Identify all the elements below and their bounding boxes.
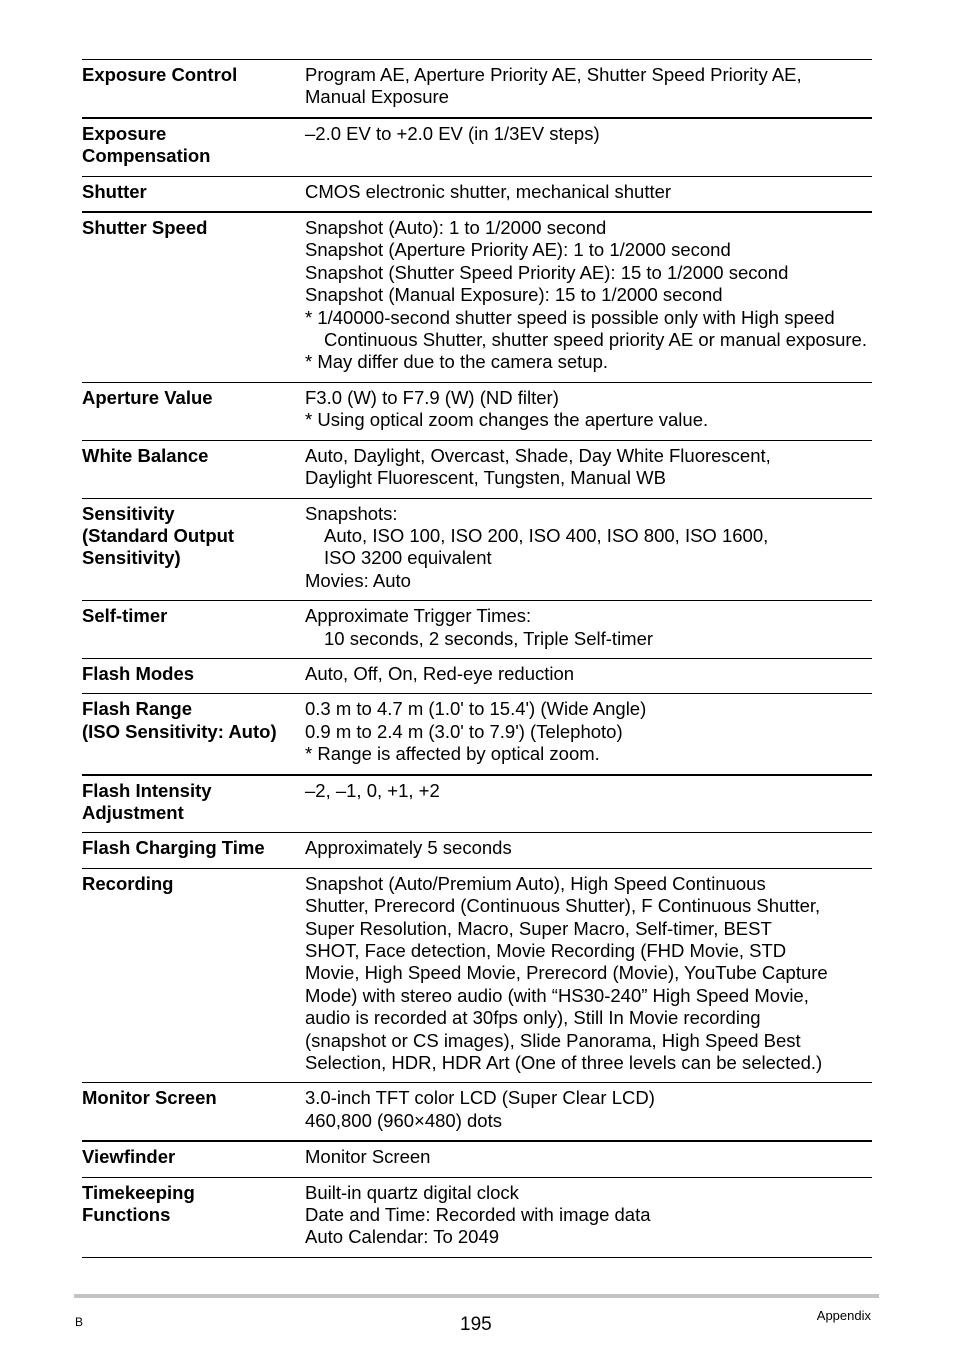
spec-note: * Using optical zoom changes the aperture value. xyxy=(305,409,709,431)
page-number: 195 xyxy=(460,1314,492,1335)
spec-row xyxy=(82,213,872,383)
spec-label: Shutter Speed xyxy=(82,217,208,239)
spec-value-line: Auto, ISO 100, ISO 200, ISO 400, ISO 800, ISO 1600, xyxy=(324,524,769,546)
spec-row xyxy=(82,177,872,213)
spec-label: Exposure Control xyxy=(82,64,238,85)
spec-value-line: Snapshot (Shutter Speed Priority AE): 15 to 1/2000 second xyxy=(305,261,789,283)
spec-label: Exposure Compensation xyxy=(82,122,211,167)
footer-left-mark: B xyxy=(75,1315,84,1329)
spec-value xyxy=(305,663,872,685)
spec-label: Shutter xyxy=(82,180,147,202)
spec-label: Flash Modes xyxy=(82,662,195,684)
spec-value-line: 3.0-inch TFT color LCD (Super Clear LCD) xyxy=(305,1087,655,1109)
spec-value-line: 0.9 m to 2.4 m (3.0' to 7.9') (Telephoto) xyxy=(305,720,623,742)
spec-value-line: 10 seconds, 2 seconds, Triple Self-timer xyxy=(324,627,654,649)
spec-value-line: F3.0 (W) to F7.9 (W) (ND filter) xyxy=(305,386,559,408)
spec-value-line: Movies: Auto xyxy=(305,569,411,591)
spec-value xyxy=(305,873,872,1075)
spec-value-line: –2, –1, 0, +1, +2 xyxy=(305,779,440,801)
spec-value-line: Shutter, Prerecord (Continuous Shutter), F Continuous Shutter, xyxy=(305,895,821,917)
spec-value-line: Date and Time: Recorded with image data xyxy=(305,1204,651,1226)
spec-label: Flash Charging Time xyxy=(82,837,265,859)
spec-label: Flash Intensity Adjustment xyxy=(82,779,212,823)
spec-value-line: Auto, Daylight, Overcast, Shade, Day White Fluorescent, xyxy=(305,444,771,466)
spec-row xyxy=(82,833,872,868)
spec-value xyxy=(305,217,872,374)
spec-value-line: Snapshot (Manual Exposure): 15 to 1/2000 second xyxy=(305,284,723,306)
spec-value xyxy=(305,64,872,109)
spec-value-line: Program AE, Aperture Priority AE, Shutter Speed Priority AE, xyxy=(305,64,802,85)
spec-row xyxy=(82,119,872,177)
spec-value xyxy=(305,698,872,765)
spec-value-line: ISO 3200 equivalent xyxy=(324,547,492,569)
spec-row xyxy=(82,694,872,775)
spec-value-line: Built-in quartz digital clock xyxy=(305,1181,519,1203)
spec-label: White Balance xyxy=(82,444,209,466)
spec-value xyxy=(305,1182,872,1249)
section-name: Appendix xyxy=(816,1308,871,1323)
spec-row xyxy=(82,659,872,694)
spec-value xyxy=(305,1087,872,1132)
spec-table xyxy=(82,59,872,1258)
spec-value-line: Snapshot (Auto/Premium Auto), High Speed Continuous xyxy=(305,872,766,894)
spec-label: Sensitivity (Standard Output Sensitivity) xyxy=(82,502,235,569)
spec-value xyxy=(305,1146,872,1168)
footer-divider xyxy=(74,1294,879,1298)
spec-row xyxy=(82,869,872,1084)
spec-row xyxy=(82,601,872,659)
spec-value-line: Selection, HDR, HDR Art (One of three levels can be selected.) xyxy=(305,1052,823,1074)
spec-row xyxy=(82,383,872,441)
spec-note: * Range is affected by optical zoom. xyxy=(305,743,600,765)
spec-value-line: Manual Exposure xyxy=(305,86,449,108)
spec-value xyxy=(305,181,872,203)
spec-value xyxy=(305,503,872,593)
spec-value xyxy=(305,837,872,859)
spec-value-line: Snapshots: xyxy=(305,502,398,524)
spec-value-line: Auto Calendar: To 2049 xyxy=(305,1226,500,1248)
spec-value-line: Snapshot (Aperture Priority AE): 1 to 1/2000 second xyxy=(305,239,731,261)
spec-value xyxy=(305,780,872,825)
spec-value-line: Daylight Fluorescent, Tungsten, Manual WB xyxy=(305,467,666,489)
spec-row xyxy=(82,1178,872,1258)
spec-value-line: –2.0 EV to +2.0 EV (in 1/3EV steps) xyxy=(305,122,600,144)
spec-note: * May differ due to the camera setup. xyxy=(305,351,609,373)
spec-label: Timekeeping Functions xyxy=(82,1181,195,1226)
spec-value xyxy=(305,445,872,490)
spec-label: Self-timer xyxy=(82,605,168,627)
spec-value-line: SHOT, Face detection, Movie Recording (FHD Movie, STD xyxy=(305,940,787,961)
spec-label: Aperture Value xyxy=(82,386,213,408)
spec-value-line: Monitor Screen xyxy=(305,1146,431,1168)
spec-value xyxy=(305,605,872,650)
spec-row xyxy=(82,1083,872,1142)
spec-value xyxy=(305,387,872,432)
spec-value-line: Approximately 5 seconds xyxy=(305,837,512,859)
spec-value-line: Mode) with stereo audio (with “HS30-240” High Speed Movie, xyxy=(305,984,809,1006)
spec-label: Recording xyxy=(82,872,174,894)
spec-row xyxy=(82,1142,872,1177)
spec-label: Viewfinder xyxy=(82,1146,176,1168)
spec-note: * 1/40000-second shutter speed is possible only with High speed Continuous Shutter, shutter speed priority AE or manual exposure. xyxy=(305,306,867,351)
spec-value-line: Movie, High Speed Movie, Prerecord (Movie), YouTube Capture xyxy=(305,962,828,984)
spec-value-line: Auto, Off, On, Red-eye reduction xyxy=(305,662,575,684)
spec-value xyxy=(305,123,872,168)
spec-value-line: Approximate Trigger Times: xyxy=(305,605,532,627)
spec-value-line: (snapshot or CS images), Slide Panorama, High Speed Best xyxy=(305,1029,801,1051)
spec-value-line: Snapshot (Auto): 1 to 1/2000 second xyxy=(305,217,607,239)
spec-row xyxy=(82,776,872,834)
spec-label: Monitor Screen xyxy=(82,1087,217,1109)
spec-value-line: 460,800 (960×480) dots xyxy=(305,1109,502,1131)
spec-value-line: CMOS electronic shutter, mechanical shutter xyxy=(305,180,672,202)
spec-row xyxy=(82,441,872,499)
spec-label: Flash Range (ISO Sensitivity: Auto) xyxy=(82,698,277,742)
spec-row xyxy=(82,499,872,602)
spec-value-line: Super Resolution, Macro, Super Macro, Self-timer, BEST xyxy=(305,917,772,939)
spec-value-line: 0.3 m to 4.7 m (1.0' to 15.4') (Wide Angle) xyxy=(305,698,647,720)
spec-value-line: audio is recorded at 30fps only), Still In Movie recording xyxy=(305,1007,761,1029)
spec-row xyxy=(82,60,872,119)
